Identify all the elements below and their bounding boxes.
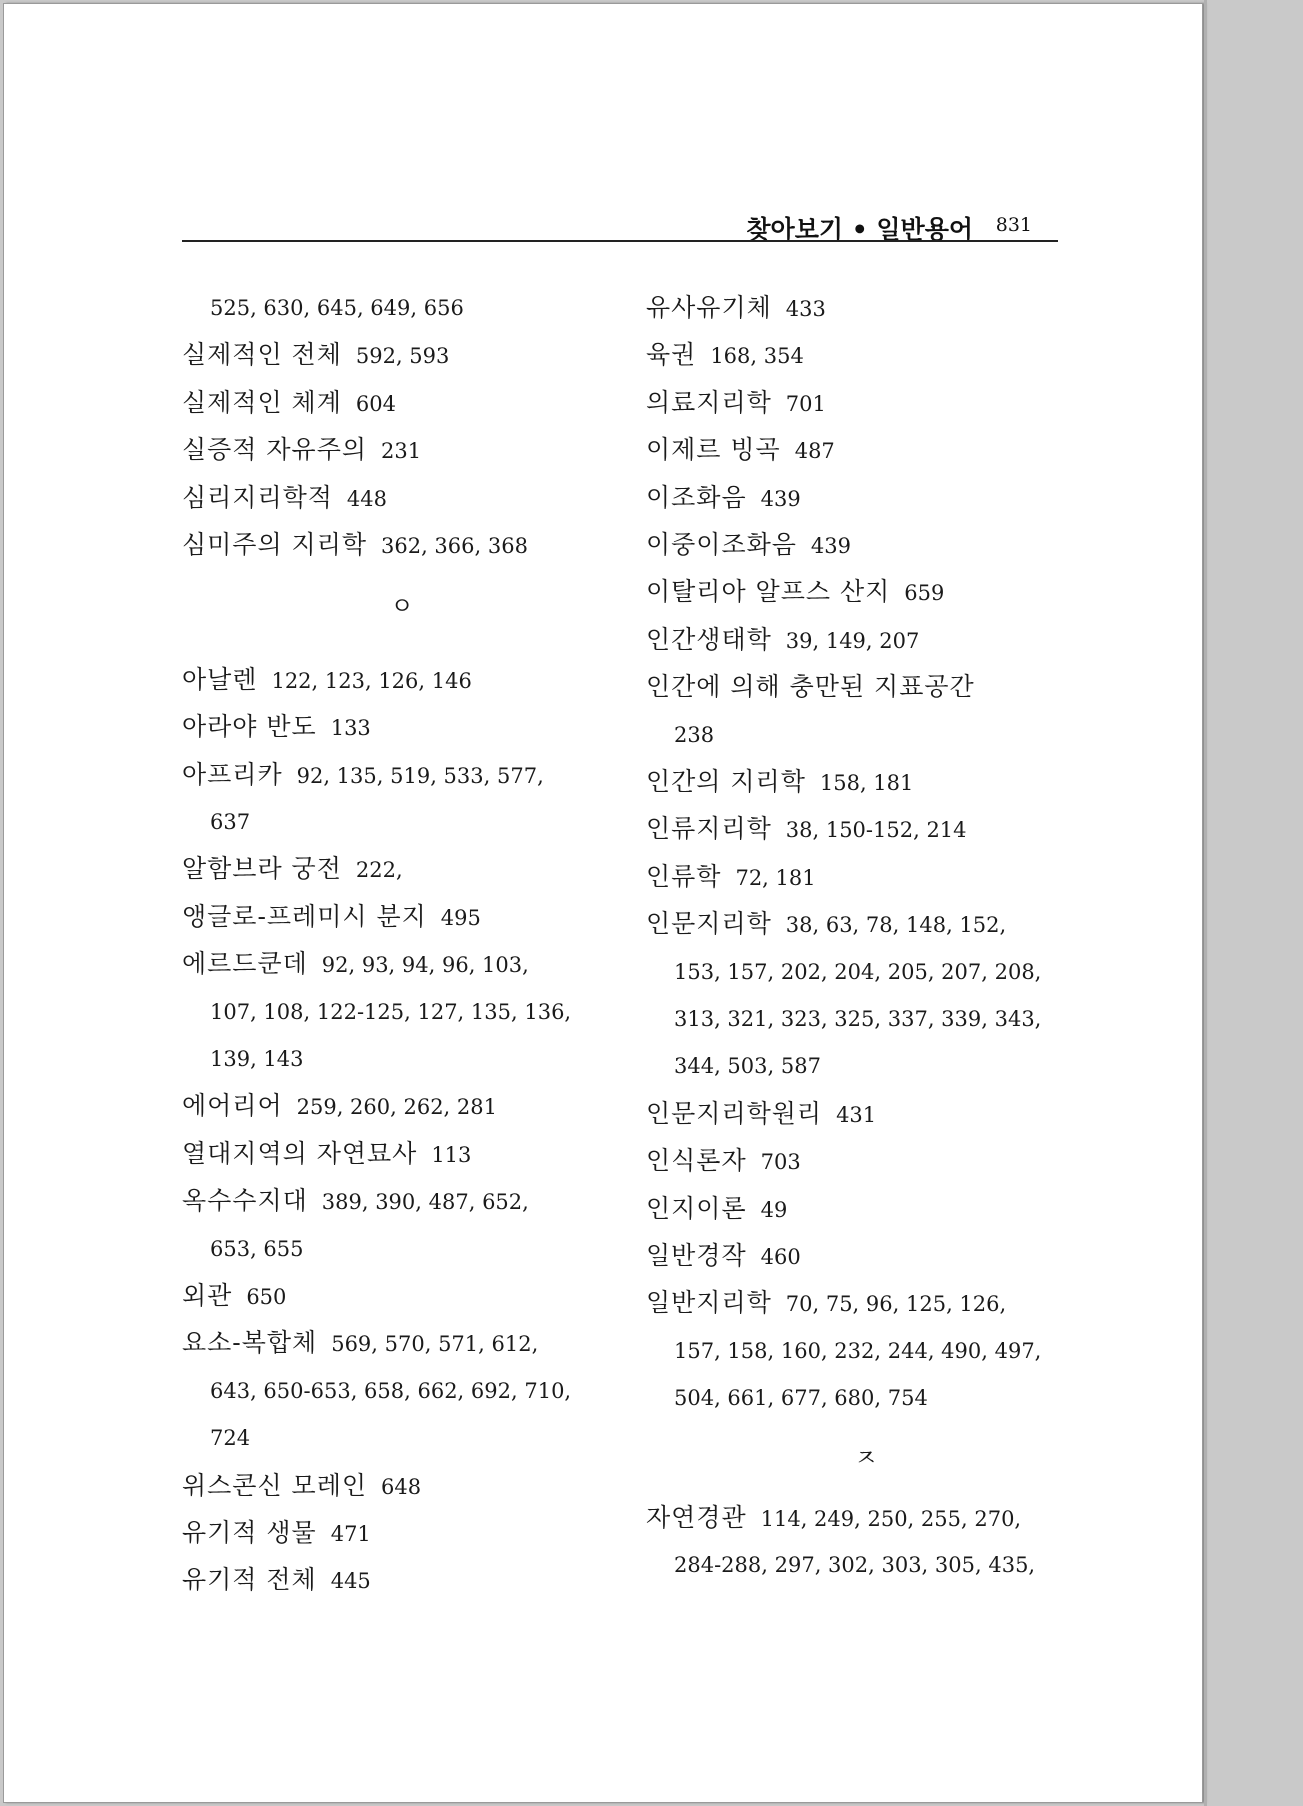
index-continuation: 238 xyxy=(674,723,715,747)
index-entry xyxy=(182,660,472,700)
index-term: 외관 xyxy=(182,1281,233,1310)
index-term: 이중이조화음 xyxy=(646,530,797,559)
index-entry xyxy=(646,430,835,470)
index-pages: 222, xyxy=(355,858,403,882)
index-continuation: 153, 157, 202, 204, 205, 207, 208, xyxy=(674,960,1042,984)
index-entry xyxy=(646,620,919,660)
page-edge xyxy=(1204,0,1207,1806)
index-entry xyxy=(646,1498,1021,1538)
index-continuation: 724 xyxy=(210,1426,251,1450)
index-entry xyxy=(646,525,851,565)
index-continuation: 157, 158, 160, 232, 244, 490, 497, xyxy=(674,1339,1042,1363)
index-continuation: 637 xyxy=(210,810,251,834)
section-letter-heading: ㅈ xyxy=(854,1444,878,1472)
index-term: 인간의 지리학 xyxy=(646,767,806,796)
index-entry xyxy=(646,335,804,375)
index-pages: 122, 123, 126, 146 xyxy=(271,669,472,693)
index-continuation: 313, 321, 323, 325, 337, 339, 343, xyxy=(674,1007,1042,1031)
index-pages: 460 xyxy=(760,1245,801,1269)
index-term: 일반경작 xyxy=(646,1241,747,1270)
index-pages: 70, 75, 96, 125, 126, xyxy=(785,1292,1007,1316)
index-entry xyxy=(182,335,449,375)
index-term: 일반지리학 xyxy=(646,1288,772,1317)
index-term: 열대지역의 자연묘사 xyxy=(182,1139,418,1168)
index-pages: 49 xyxy=(760,1198,788,1222)
index-continuation: 139, 143 xyxy=(210,1047,304,1071)
index-entry xyxy=(182,944,529,984)
index-continuation: 643, 650-653, 658, 662, 692, 710, xyxy=(210,1379,572,1403)
index-pages: 569, 570, 571, 612, xyxy=(331,1332,539,1356)
index-entry xyxy=(182,430,421,470)
index-pages: 659 xyxy=(904,581,945,605)
index-continuation: 284-288, 297, 302, 303, 305, 435, xyxy=(674,1553,1036,1577)
index-continuation: 653, 655 xyxy=(210,1237,304,1261)
index-pages: 39, 149, 207 xyxy=(785,629,920,653)
index-entry xyxy=(646,762,913,802)
index-pages: 133 xyxy=(330,716,371,740)
index-entry xyxy=(182,755,544,795)
index-continuation: 344, 503, 587 xyxy=(674,1054,821,1078)
index-pages: 448 xyxy=(346,487,387,511)
index-pages: 592, 593 xyxy=(355,344,450,368)
index-entry xyxy=(182,478,387,518)
index-pages: 650 xyxy=(246,1285,287,1309)
index-term: 알함브라 궁전 xyxy=(182,854,342,883)
index-pages: 471 xyxy=(330,1522,371,1546)
index-term: 인문지리학 xyxy=(646,909,772,938)
index-pages: 72, 181 xyxy=(735,866,816,890)
index-term: 에르드쿤데 xyxy=(182,949,308,978)
index-entry xyxy=(646,572,944,612)
index-pages: 487 xyxy=(794,439,835,463)
index-term: 유기적 생물 xyxy=(182,1518,317,1547)
index-entry xyxy=(646,809,967,849)
index-entry xyxy=(646,288,826,328)
index-entry xyxy=(182,1134,471,1174)
index-entry xyxy=(182,849,403,889)
index-pages: 648 xyxy=(381,1475,422,1499)
index-entry xyxy=(182,1560,371,1600)
index-pages: 439 xyxy=(810,534,851,558)
index-pages: 38, 63, 78, 148, 152, xyxy=(785,913,1007,937)
index-pages: 439 xyxy=(760,487,801,511)
index-pages: 168, 354 xyxy=(710,344,804,368)
index-entry xyxy=(646,1094,876,1134)
index-term: 실제적인 체계 xyxy=(182,388,342,417)
index-term: 인류지리학 xyxy=(646,814,772,843)
index-entry xyxy=(646,478,801,518)
index-term: 심미주의 지리학 xyxy=(182,530,367,559)
index-term: 아라야 반도 xyxy=(182,712,317,741)
index-continuation: 107, 108, 122-125, 127, 135, 136, xyxy=(210,1000,572,1024)
index-pages: 389, 390, 487, 652, xyxy=(321,1190,529,1214)
index-term: 아날렌 xyxy=(182,665,258,694)
index-entry xyxy=(182,1181,529,1221)
index-entry xyxy=(182,707,371,747)
index-term: 인문지리학원리 xyxy=(646,1099,823,1128)
index-term: 앵글로-프레미시 분지 xyxy=(182,902,427,931)
index-pages: 92, 135, 519, 533, 577, xyxy=(296,764,544,788)
index-term: 아프리카 xyxy=(182,760,283,789)
index-term: 에어리어 xyxy=(182,1091,283,1120)
index-entry xyxy=(182,897,481,937)
index-entry xyxy=(646,904,1006,944)
index-term: 옥수수지대 xyxy=(182,1186,308,1215)
index-pages: 495 xyxy=(440,906,481,930)
index-term: 인간에 의해 충만된 지표공간 xyxy=(646,672,975,701)
index-term: 요소-복합체 xyxy=(182,1328,318,1357)
index-term: 인식론자 xyxy=(646,1146,747,1175)
index-term: 인지이론 xyxy=(646,1194,747,1223)
index-pages: 231 xyxy=(381,439,422,463)
index-entry xyxy=(646,1189,787,1229)
index-term: 이제르 빙곡 xyxy=(646,435,781,464)
index-pages: 362, 366, 368 xyxy=(381,534,528,558)
index-term: 위스콘신 모레인 xyxy=(182,1471,367,1500)
index-entry xyxy=(646,1283,1006,1323)
index-entry xyxy=(182,1086,497,1126)
index-pages: 445 xyxy=(330,1569,371,1593)
header-title: 찾아보기 • 일반용어 xyxy=(746,215,973,244)
index-entry xyxy=(182,1466,421,1506)
page-number: 831 xyxy=(995,214,1032,236)
index-entry xyxy=(182,1323,538,1363)
index-term: 유사유기체 xyxy=(646,293,772,322)
index-term: 이조화음 xyxy=(646,483,747,512)
index-term: 의료지리학 xyxy=(646,388,772,417)
index-continuation: 525, 630, 645, 649, 656 xyxy=(210,296,464,320)
section-letter-heading: ㅇ xyxy=(390,592,414,620)
index-pages: 433 xyxy=(785,297,826,321)
header-rule xyxy=(182,240,1058,242)
index-entry xyxy=(646,383,826,423)
index-term: 인간생태학 xyxy=(646,625,772,654)
index-entry xyxy=(646,667,975,707)
index-entry xyxy=(646,1236,801,1276)
index-pages: 92, 93, 94, 96, 103, xyxy=(321,953,529,977)
index-pages: 703 xyxy=(760,1150,801,1174)
index-term: 실제적인 전체 xyxy=(182,340,342,369)
index-term: 육권 xyxy=(646,340,697,369)
index-pages: 431 xyxy=(836,1103,877,1127)
index-entry xyxy=(182,1513,371,1553)
index-pages: 114, 249, 250, 255, 270, xyxy=(760,1507,1022,1531)
index-pages: 158, 181 xyxy=(819,771,914,795)
index-term: 인류학 xyxy=(646,862,722,891)
index-term: 실증적 자유주의 xyxy=(182,435,367,464)
index-term: 유기적 전체 xyxy=(182,1565,317,1594)
index-pages: 38, 150-152, 214 xyxy=(785,818,967,842)
index-entry xyxy=(182,383,396,423)
index-continuation: 504, 661, 677, 680, 754 xyxy=(674,1386,928,1410)
index-pages: 701 xyxy=(785,392,826,416)
index-entry xyxy=(182,1276,286,1316)
index-entry xyxy=(646,1141,801,1181)
index-entry xyxy=(646,857,816,897)
index-term: 이탈리아 알프스 산지 xyxy=(646,577,891,606)
index-pages: 604 xyxy=(355,392,396,416)
index-entry xyxy=(182,525,528,565)
index-pages: 259, 260, 262, 281 xyxy=(296,1095,497,1119)
index-term: 자연경관 xyxy=(646,1503,747,1532)
index-term: 심리지리학적 xyxy=(182,483,333,512)
index-pages: 113 xyxy=(431,1143,472,1167)
